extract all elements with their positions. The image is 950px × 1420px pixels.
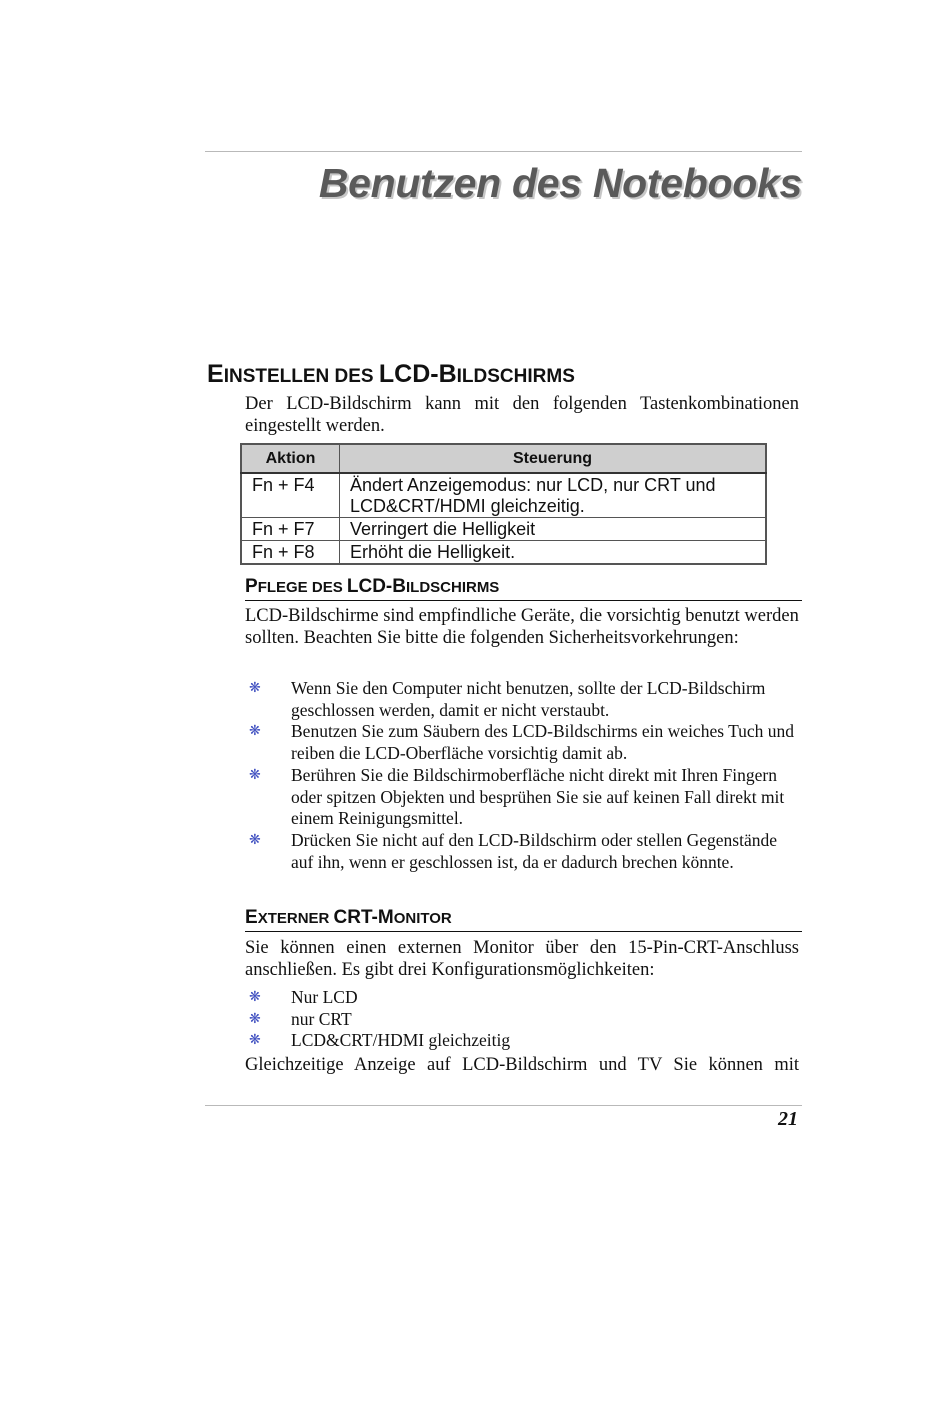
table-cell-action: Erhöht die Helligkeit. [340,541,767,565]
asterisk-bullet-icon: ❋ [249,680,261,696]
table-cell-key: Fn + F4 [241,473,340,518]
asterisk-bullet-icon: ❋ [249,723,261,740]
heading-part: FLEGE DES [257,579,347,596]
list-item-text: Drücken Sie nicht auf den LCD-Bildschirm oder stellen Gegenstände auf ihn, wenn er geschlossen ist, da er dadurch brechen könnte. [291,829,777,872]
list-item-text: LCD&CRT/HDMI gleichzeitig [291,1030,511,1051]
page-number: 21 [778,1108,798,1130]
heading-part: INSTELLEN DES [223,366,379,387]
table-cell-action: Verringert die Helligkeit [340,518,767,541]
table-row [241,518,766,541]
table-header-action: Aktion [241,444,340,473]
heading-part: ILDSCHIRMS [456,366,575,387]
table-row [241,541,766,565]
list-item [245,765,802,830]
care-bullet-list [245,678,802,873]
asterisk-bullet-icon: ❋ [249,989,261,1005]
subsection-heading-external-monitor [245,907,802,932]
asterisk-bullet-icon: ❋ [249,831,261,848]
table-header-control: Steuerung [340,444,767,473]
table-cell-key: Fn + F7 [241,518,340,541]
external-continuation-text: Gleichzeitige Anzeige auf LCD-Bildschirm und TV Sie können mit [245,1055,799,1075]
list-item [245,987,802,1009]
section-intro: Der LCD-Bildschirm kann mit den folgenden Tastenkombinationen eingestellt werden. [245,394,799,436]
chapter-title: Benutzen des Notebooks [318,160,802,206]
list-item [245,678,802,721]
heading-part: LCD-B [346,576,406,597]
heading-part: E [245,907,258,928]
asterisk-bullet-icon: ❋ [249,766,261,783]
bottom-rule [205,1105,802,1106]
section-heading-lcd-settings [207,360,575,389]
top-rule [205,151,802,152]
table-header-row [241,444,766,473]
list-item-text: Benutzen Sie zum Säubern des LCD-Bildschirms ein weiches Tuch und reiben die LCD-Oberfläche vorsichtig damit ab. [291,721,795,764]
asterisk-bullet-icon: ❋ [249,1010,261,1027]
list-item [245,830,802,873]
list-item-text: Berühren Sie die Bildschirmoberfläche nicht direkt mit Ihren Fingern oder spitzen Objekten und besprühen Sie sie auf keinen Fall direkt mit einem Reinigungsmittel. [291,764,785,829]
list-item [245,1009,802,1031]
heading-part: ILDSCHIRMS [405,579,500,596]
heading-part: E [207,360,224,388]
external-intro: Sie können einen externen Monitor über den 15-Pin-CRT-Anschluss anschließen. Es gibt drei Konfigurationsmöglichkeiten: [245,938,799,980]
list-item [245,721,802,764]
key-combination-table [240,443,767,565]
list-item-text: nur CRT [291,1008,352,1029]
table-row [241,473,766,518]
heading-part: XTERNER [257,910,334,927]
heading-part: P [245,576,258,597]
list-item [245,1030,802,1052]
external-bullet-list [245,987,802,1052]
list-item-text: Wenn Sie den Computer nicht benutzen, sollte der LCD-Bildschirm geschlossen werden, damit er nicht verstaubt. [291,678,766,720]
subsection-heading-lcd-care [245,576,802,601]
care-intro: LCD-Bildschirme sind empfindliche Geräte, die vorsichtig benutzt werden sollten. Beachten Sie bitte die folgenden Sicherheitsvorkehrungen: [245,606,799,648]
heading-part: CRT-M [333,907,394,928]
asterisk-bullet-icon: ❋ [249,1032,261,1049]
table-cell-action: Ändert Anzeigemodus: nur LCD, nur CRT und LCD&CRT/HDMI gleichzeitig. [340,473,767,518]
list-item-text: Nur LCD [291,987,358,1007]
heading-part: ONITOR [393,910,452,927]
heading-part: LCD-B [378,360,457,388]
table-cell-key: Fn + F8 [241,541,340,565]
